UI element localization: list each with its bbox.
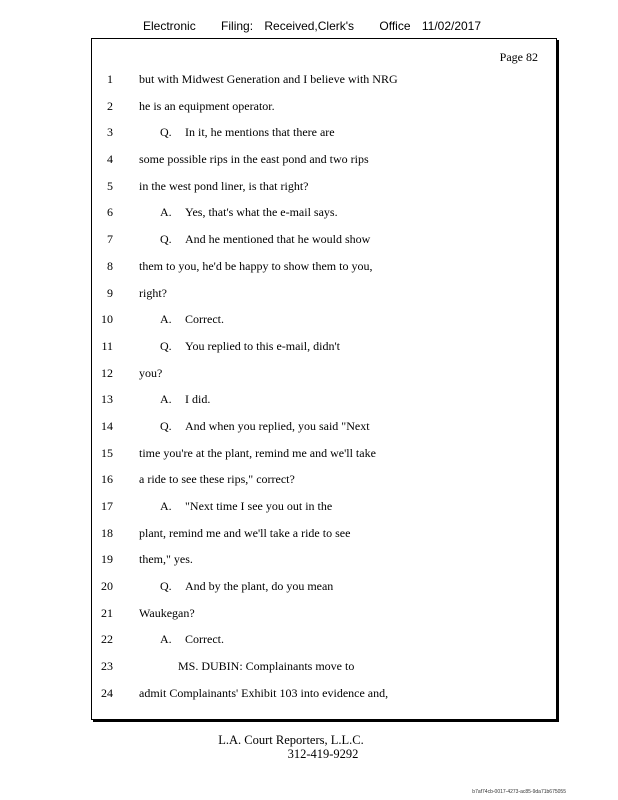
line-text <box>160 578 333 594</box>
line-text: he is an equipment operator. <box>139 98 275 113</box>
qa-marker: Q. <box>160 418 172 433</box>
line-text: Waukegan? <box>139 605 195 620</box>
transcript-line <box>0 631 618 658</box>
transcript-line <box>0 471 618 498</box>
filing-stamp-header <box>143 19 481 33</box>
transcript-line <box>0 151 618 178</box>
line-text <box>160 204 338 220</box>
line-text: a ride to see these rips," correct? <box>139 472 295 487</box>
line-number: 5 <box>107 178 113 193</box>
transcript-line <box>0 178 618 205</box>
transcript-line <box>0 391 618 418</box>
transcript-lines <box>0 71 618 712</box>
line-text <box>160 391 210 407</box>
transcript-line <box>0 445 618 472</box>
qa-text: And by the plant, do you mean <box>185 579 334 594</box>
line-number: 9 <box>107 285 113 300</box>
line-text <box>160 311 224 327</box>
qa-marker: A. <box>160 312 172 327</box>
qa-text: And he mentioned that he would show <box>185 232 371 247</box>
line-text: in the west pond liner, is that right? <box>139 178 309 193</box>
transcript-line <box>0 338 618 365</box>
line-number: 15 <box>101 445 113 460</box>
line-text: you? <box>139 365 163 380</box>
transcript-line <box>0 98 618 125</box>
line-number: 18 <box>101 525 113 540</box>
line-text: them to you, he'd be happy to show them to you, <box>139 258 373 273</box>
qa-text: In it, he mentions that there are <box>185 125 335 140</box>
qa-marker: Q. <box>160 232 172 247</box>
filing-stamp-office: Office <box>379 19 411 33</box>
line-number: 4 <box>107 152 113 167</box>
line-text: time you're at the plant, remind me and we'll take <box>139 445 376 460</box>
transcript-line <box>0 685 618 712</box>
line-number: 22 <box>101 632 113 647</box>
line-number: 12 <box>101 365 113 380</box>
line-number: 11 <box>101 338 113 353</box>
line-text: but with Midwest Generation and I believe with NRG <box>139 72 398 86</box>
line-number: 24 <box>101 685 113 700</box>
line-text <box>160 631 224 647</box>
qa-text: I did. <box>185 392 211 407</box>
qa-text: And when you replied, you said "Next <box>185 418 370 433</box>
filing-stamp-date: 11/02/2017 <box>421 19 482 33</box>
page-number: Page 82 <box>499 50 538 64</box>
line-number: 8 <box>107 258 113 273</box>
transcript-line <box>0 311 618 338</box>
line-number: 14 <box>101 418 113 433</box>
line-text: right? <box>139 285 167 300</box>
qa-text: You replied to this e-mail, didn't <box>185 338 340 353</box>
line-number: 23 <box>101 659 113 674</box>
qa-marker: A. <box>160 205 172 220</box>
transcript-line <box>0 285 618 312</box>
line-number: 20 <box>101 579 113 594</box>
line-number: 2 <box>107 98 113 113</box>
line-number: 1 <box>107 72 113 86</box>
transcript-line <box>0 658 618 685</box>
transcript-line <box>0 418 618 445</box>
qa-marker: Q. <box>160 338 172 353</box>
line-text <box>160 418 370 434</box>
line-number: 16 <box>101 472 113 487</box>
qa-text: Correct. <box>185 632 224 647</box>
line-text: them," yes. <box>139 552 193 567</box>
transcript-line <box>0 231 618 258</box>
transcript-line <box>0 365 618 392</box>
qa-marker: Q. <box>160 125 172 140</box>
filing-stamp-filing: Filing: <box>221 19 254 33</box>
line-text <box>160 338 340 354</box>
qa-text: "Next time I see you out in the <box>185 499 333 513</box>
line-number: 19 <box>101 552 113 567</box>
transcript-line <box>0 71 618 98</box>
line-number: 6 <box>107 205 113 220</box>
transcript-line <box>0 204 618 231</box>
transcript-line <box>0 258 618 285</box>
qa-text: Yes, that's what the e-mail says. <box>185 205 338 220</box>
qa-marker: A. <box>160 632 172 647</box>
qa-marker: Q. <box>160 579 172 594</box>
line-text: MS. DUBIN: Complainants move to <box>178 659 355 674</box>
line-text: plant, remind me and we'll take a ride to see <box>139 525 351 540</box>
line-number: 21 <box>101 605 113 620</box>
line-number: 10 <box>101 312 113 327</box>
line-number: 3 <box>107 125 113 140</box>
transcript-line <box>0 124 618 151</box>
reporter-firm-name: L.A. Court Reporters, L.L.C. <box>218 733 364 747</box>
transcript-line <box>0 498 618 525</box>
line-text <box>160 124 335 140</box>
filing-stamp-electronic: Electronic <box>143 19 196 33</box>
transcript-line <box>0 605 618 632</box>
line-text <box>160 498 332 514</box>
qa-marker: A. <box>160 499 172 513</box>
line-number: 17 <box>101 499 113 513</box>
line-text <box>160 231 370 247</box>
transcript-line <box>0 551 618 578</box>
transcript-line <box>0 578 618 605</box>
qa-marker: A. <box>160 392 172 407</box>
reporter-phone: 312-419-9292 <box>287 747 359 761</box>
line-text: some possible rips in the east pond and two rips <box>139 152 369 167</box>
line-number: 13 <box>101 392 113 407</box>
filing-stamp-received: Received,Clerk's <box>264 19 355 33</box>
transcript-line <box>0 525 618 552</box>
document-hash: b7af74cb-0017-4273-ac85-9da71b675055 <box>472 789 566 795</box>
qa-text: Correct. <box>185 312 224 327</box>
reporter-footer <box>0 733 618 761</box>
line-text: admit Complainants' Exhibit 103 into evidence and, <box>139 685 389 700</box>
line-number: 7 <box>107 232 113 247</box>
